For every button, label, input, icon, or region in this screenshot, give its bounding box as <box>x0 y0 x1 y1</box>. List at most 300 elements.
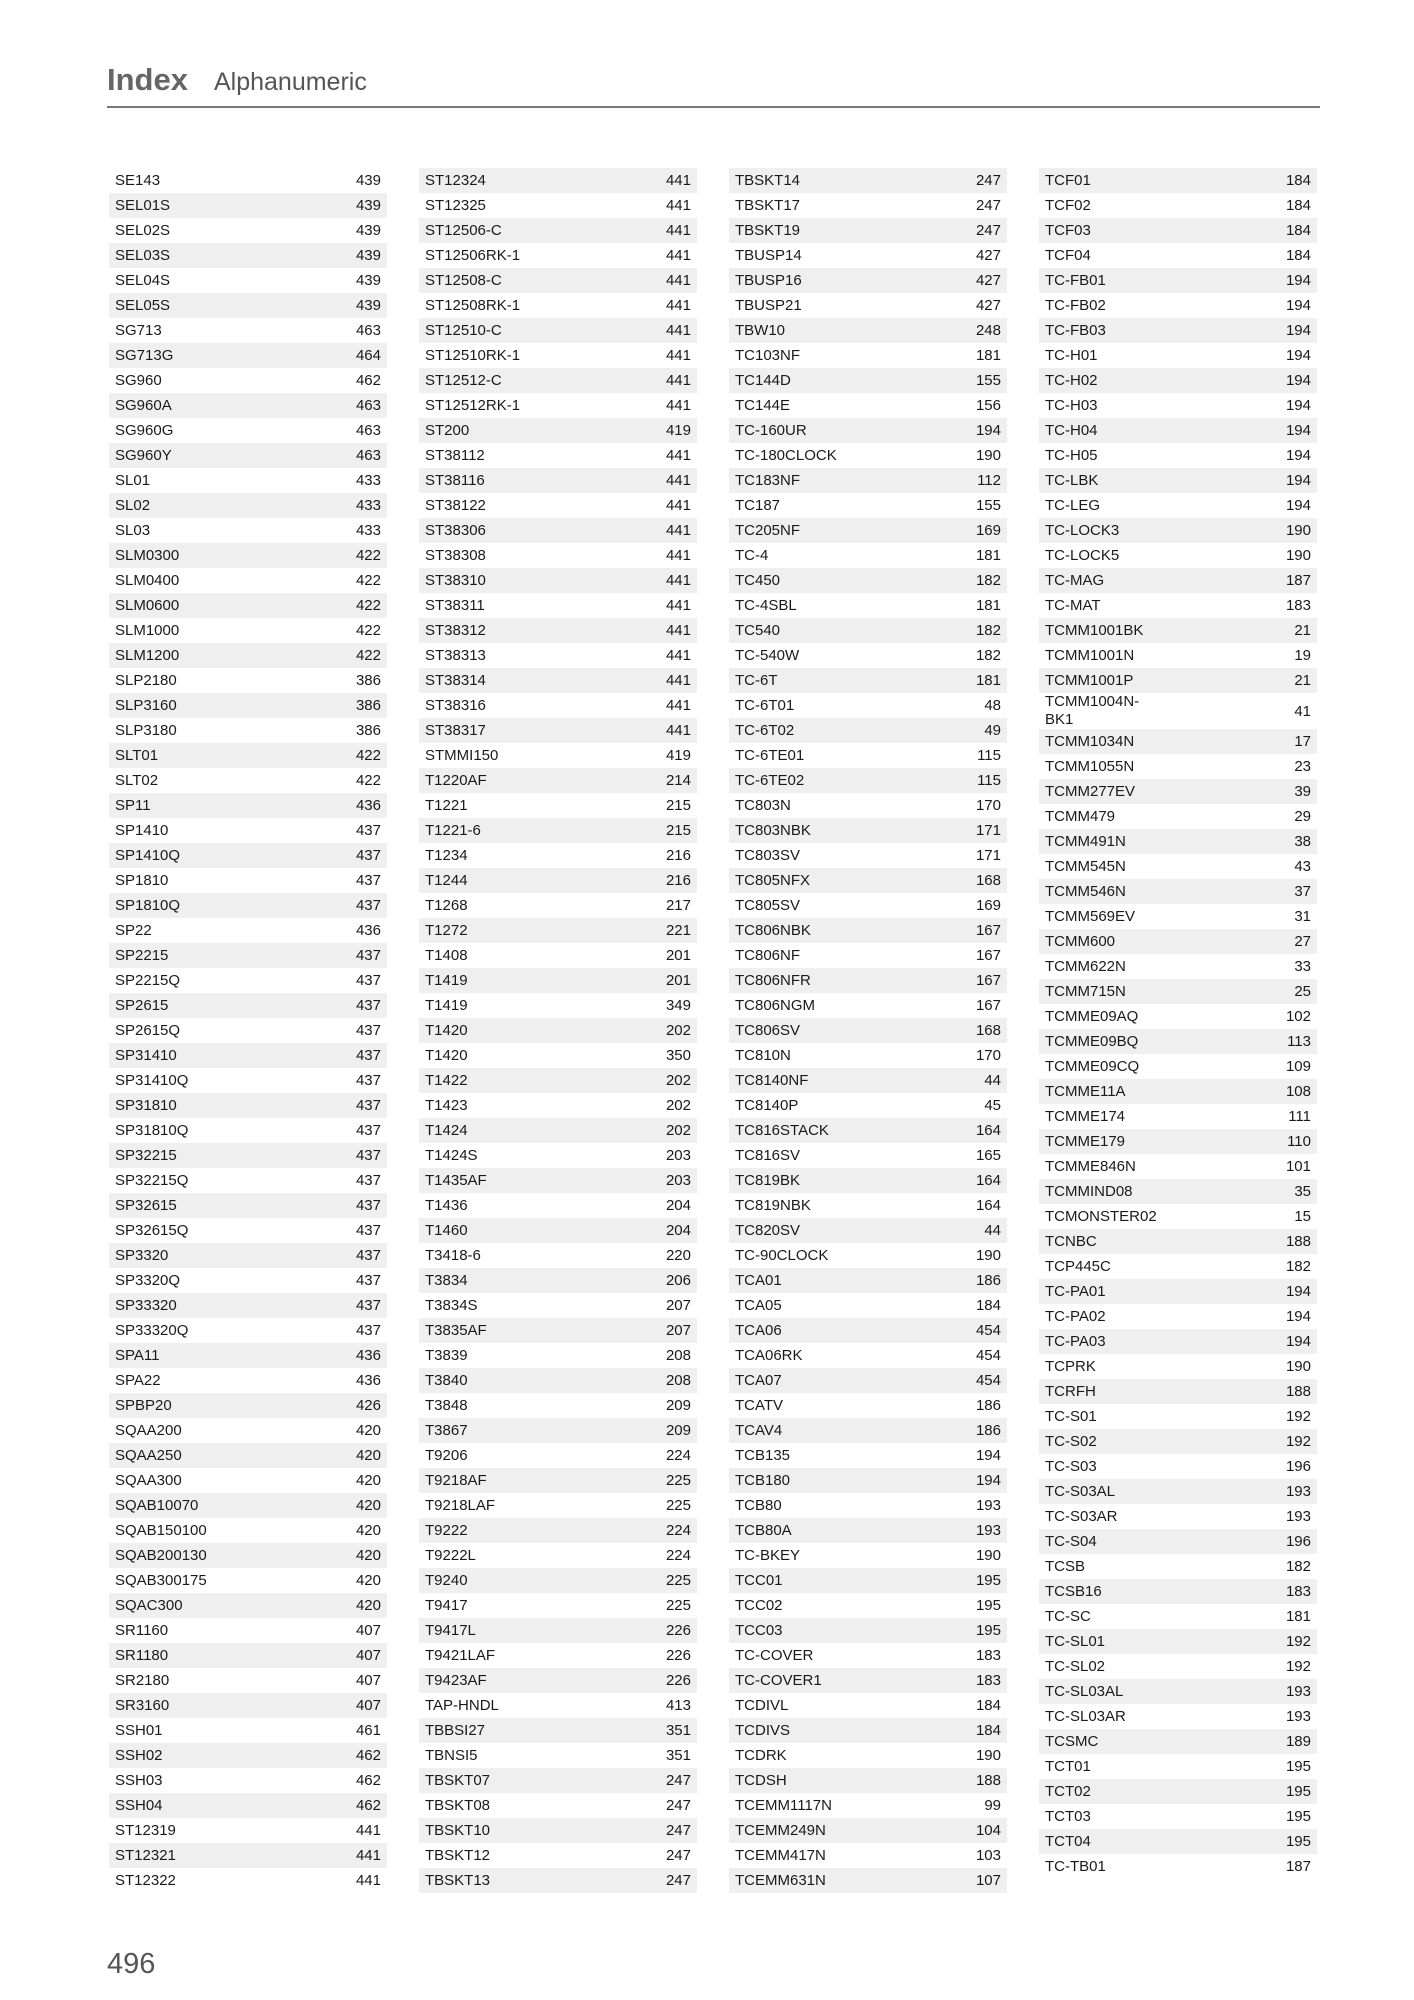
entry-code: ST12506RK-1 <box>425 246 521 264</box>
entry-code: T1244 <box>425 871 468 889</box>
entry-code: TC805NFX <box>735 871 811 889</box>
entry-code: ST38310 <box>425 571 486 589</box>
entry-code: TCA01 <box>735 1271 782 1289</box>
entry-code: TCA06RK <box>735 1346 803 1364</box>
entry-page: 194 <box>1285 297 1311 314</box>
index-entry <box>729 218 1007 243</box>
index-entry <box>729 668 1007 693</box>
entry-code: TC-4SBL <box>735 596 797 614</box>
index-entry <box>109 418 387 443</box>
entry-code: SPBP20 <box>115 1396 172 1414</box>
entry-page: 194 <box>1285 1308 1311 1325</box>
entry-code: TC806NBK <box>735 921 811 939</box>
entry-code: TCNBC <box>1045 1232 1097 1250</box>
entry-code: TC-6T02 <box>735 721 795 739</box>
index-entry <box>729 418 1007 443</box>
entry-page: 461 <box>355 1722 381 1739</box>
index-entry <box>419 1093 697 1118</box>
entry-code: TCC02 <box>735 1596 783 1614</box>
entry-page: 195 <box>1285 1833 1311 1850</box>
index-entry <box>419 1268 697 1293</box>
index-entry <box>109 1468 387 1493</box>
index-entry <box>1039 1279 1317 1304</box>
index-column-3 <box>729 168 1007 1893</box>
entry-code: SP2615 <box>115 996 169 1014</box>
index-entry <box>419 843 697 868</box>
index-entry <box>109 1543 387 1568</box>
entry-page: 29 <box>1294 808 1311 825</box>
entry-code: TC-LEG <box>1045 496 1101 514</box>
entry-code: TC-SC <box>1045 1607 1091 1625</box>
entry-code: T1419 <box>425 971 468 989</box>
index-entry <box>109 1718 387 1743</box>
entry-code: TCMM1055N <box>1045 757 1135 775</box>
entry-page: 195 <box>975 1622 1001 1639</box>
entry-page: 111 <box>1288 1108 1311 1125</box>
entry-page: 181 <box>975 547 1001 564</box>
entry-code: TCMM1034N <box>1045 732 1135 750</box>
index-entry <box>109 1293 387 1318</box>
entry-page: 463 <box>355 322 381 339</box>
entry-code: TCB80A <box>735 1521 792 1539</box>
entry-code: TC-SL03AR <box>1045 1707 1126 1725</box>
entry-page: 21 <box>1294 622 1311 639</box>
page-header <box>107 62 367 98</box>
entry-code: SLM1000 <box>115 621 180 639</box>
entry-page: 168 <box>975 1022 1001 1039</box>
index-entry <box>419 1568 697 1593</box>
entry-page: 441 <box>665 347 691 364</box>
index-entry <box>419 468 697 493</box>
entry-code: T1423 <box>425 1096 468 1114</box>
entry-code: TC-4 <box>735 546 769 564</box>
index-entry <box>1039 293 1317 318</box>
index-entry <box>109 1743 387 1768</box>
entry-code: TAP-HNDL <box>425 1696 499 1714</box>
index-entry <box>1039 1854 1317 1879</box>
index-entry <box>419 918 697 943</box>
index-entry <box>1039 318 1317 343</box>
entry-page: 419 <box>665 422 691 439</box>
index-entry <box>1039 1054 1317 1079</box>
entry-page: 422 <box>355 572 381 589</box>
index-entry <box>1039 929 1317 954</box>
entry-page: 437 <box>355 1122 381 1139</box>
entry-code: SP33320Q <box>115 1321 189 1339</box>
index-entry <box>419 1643 697 1668</box>
entry-code: ST38316 <box>425 696 486 714</box>
entry-code: SP31410Q <box>115 1071 189 1089</box>
entry-code: ST38116 <box>425 471 485 489</box>
entry-page: 247 <box>975 172 1001 189</box>
entry-code: TCT04 <box>1045 1832 1091 1850</box>
entry-code: ST38312 <box>425 621 486 639</box>
index-entry <box>109 1093 387 1118</box>
entry-page: 17 <box>1294 733 1311 750</box>
entry-page: 439 <box>355 247 381 264</box>
entry-page: 215 <box>665 797 691 814</box>
entry-page: 19 <box>1294 647 1311 664</box>
index-entry <box>729 443 1007 468</box>
entry-page: 437 <box>355 1172 381 1189</box>
index-entry <box>419 293 697 318</box>
entry-code: TCMME846N <box>1045 1157 1136 1175</box>
entry-code: T3834S <box>425 1296 478 1314</box>
entry-page: 441 <box>665 272 691 289</box>
entry-page: 224 <box>665 1447 691 1464</box>
entry-page: 437 <box>355 1272 381 1289</box>
entry-page: 113 <box>1287 1033 1311 1050</box>
index-entry <box>109 1068 387 1093</box>
entry-code: TC803SV <box>735 846 801 864</box>
entry-code: TC-540W <box>735 646 800 664</box>
entry-page: 407 <box>355 1697 381 1714</box>
entry-page: 351 <box>665 1722 691 1739</box>
entry-code: SP31810Q <box>115 1121 189 1139</box>
entry-page: 437 <box>355 1047 381 1064</box>
entry-page: 168 <box>975 872 1001 889</box>
index-entry <box>419 693 697 718</box>
entry-page: 193 <box>1285 1683 1311 1700</box>
entry-code: TC-180CLOCK <box>735 446 837 464</box>
index-entry <box>419 218 697 243</box>
entry-code: TC-S02 <box>1045 1432 1097 1450</box>
entry-code: SP33320 <box>115 1296 177 1314</box>
entry-code: SP32615 <box>115 1196 177 1214</box>
entry-code: TC144E <box>735 396 791 414</box>
entry-page: 194 <box>1285 1283 1311 1300</box>
index-entry <box>109 393 387 418</box>
entry-code: SR2180 <box>115 1671 170 1689</box>
index-entry <box>729 1493 1007 1518</box>
entry-code: TC-PA01 <box>1045 1282 1106 1300</box>
index-entry <box>109 793 387 818</box>
index-entry <box>109 1843 387 1868</box>
entry-code: TC819BK <box>735 1171 801 1189</box>
entry-page: 190 <box>1285 522 1311 539</box>
index-entry <box>419 1168 697 1193</box>
entry-code: TBW10 <box>735 321 786 339</box>
entry-code: SG713 <box>115 321 162 339</box>
index-entry <box>109 843 387 868</box>
entry-code: SR1180 <box>115 1646 169 1664</box>
entry-page: 441 <box>665 722 691 739</box>
index-entry <box>109 893 387 918</box>
index-entry <box>1039 1679 1317 1704</box>
entry-code: SP32615Q <box>115 1221 189 1239</box>
entry-page: 226 <box>665 1622 691 1639</box>
entry-page: 190 <box>975 1247 1001 1264</box>
index-entry <box>729 518 1007 543</box>
index-entry <box>419 393 697 418</box>
index-entry <box>109 868 387 893</box>
index-entry <box>109 1218 387 1243</box>
index-entry <box>729 993 1007 1018</box>
entry-page: 192 <box>1285 1433 1311 1450</box>
index-entry <box>109 1193 387 1218</box>
index-entry <box>109 943 387 968</box>
index-entry <box>109 1418 387 1443</box>
index-entry <box>729 693 1007 718</box>
entry-code: TC-6TE01 <box>735 746 805 764</box>
index-entry <box>1039 1329 1317 1354</box>
entry-page: 194 <box>975 1447 1001 1464</box>
entry-code: TCMM545N <box>1045 857 1126 875</box>
entry-code: SSH01 <box>115 1721 163 1739</box>
index-entry <box>729 1793 1007 1818</box>
entry-code: TCMM1004N-BK1 <box>1045 693 1140 728</box>
entry-page: 115 <box>977 772 1001 789</box>
entry-page: 190 <box>975 1747 1001 1764</box>
entry-code: TCRFH <box>1045 1382 1096 1400</box>
entry-page: 420 <box>355 1572 381 1589</box>
entry-code: SP1810Q <box>115 896 181 914</box>
entry-page: 209 <box>665 1397 691 1414</box>
entry-page: 155 <box>975 497 1001 514</box>
index-entry <box>109 668 387 693</box>
entry-page: 108 <box>1285 1083 1311 1100</box>
entry-code: SP22 <box>115 921 152 939</box>
entry-code: SQAA300 <box>115 1471 182 1489</box>
entry-code: ST12324 <box>425 171 486 189</box>
entry-code: ST200 <box>425 421 470 439</box>
entry-code: TCB80 <box>735 1496 782 1514</box>
index-entry <box>419 943 697 968</box>
index-entry <box>1039 1654 1317 1679</box>
entry-code: TC-PA03 <box>1045 1332 1106 1350</box>
entry-page: 386 <box>355 722 381 739</box>
entry-page: 437 <box>355 1247 381 1264</box>
index-entry <box>1039 493 1317 518</box>
index-entry <box>729 318 1007 343</box>
entry-code: TC-6T01 <box>735 696 795 714</box>
entry-code: SP3320 <box>115 1246 169 1264</box>
index-entry <box>729 293 1007 318</box>
index-entry <box>1039 1404 1317 1429</box>
index-entry <box>109 218 387 243</box>
entry-code: SEL03S <box>115 246 171 264</box>
page-subtitle: Alphanumeric <box>213 68 367 96</box>
entry-code: ST12512-C <box>425 371 502 389</box>
index-entry <box>729 193 1007 218</box>
index-entry <box>729 1018 1007 1043</box>
entry-page: 441 <box>665 572 691 589</box>
entry-page: 439 <box>355 272 381 289</box>
index-entry <box>1039 1154 1317 1179</box>
entry-page: 247 <box>665 1772 691 1789</box>
index-entry <box>729 1293 1007 1318</box>
entry-code: TC-H01 <box>1045 346 1098 364</box>
entry-page: 181 <box>975 597 1001 614</box>
index-entry <box>1039 1829 1317 1854</box>
entry-code: T1408 <box>425 946 468 964</box>
entry-page: 439 <box>355 297 381 314</box>
entry-code: TC-LBK <box>1045 471 1099 489</box>
entry-code: SP2215Q <box>115 971 181 989</box>
entry-page: 102 <box>1285 1008 1311 1025</box>
index-entry <box>1039 1529 1317 1554</box>
index-entry <box>729 793 1007 818</box>
entry-page: 441 <box>355 1872 381 1889</box>
entry-code: T1424 <box>425 1121 468 1139</box>
entry-page: 441 <box>665 547 691 564</box>
entry-code: TC816STACK <box>735 1121 829 1139</box>
entry-code: TC-H04 <box>1045 421 1098 439</box>
entry-code: TC-SL01 <box>1045 1632 1106 1650</box>
index-entry <box>1039 1629 1317 1654</box>
entry-code: SLP2180 <box>115 671 177 689</box>
entry-code: ST12322 <box>115 1871 176 1889</box>
entry-code: TCF01 <box>1045 171 1091 189</box>
entry-page: 192 <box>1285 1658 1311 1675</box>
entry-code: TCMM569EV <box>1045 907 1136 925</box>
entry-code: T9417L <box>425 1621 476 1639</box>
entry-code: TC8140P <box>735 1096 799 1114</box>
entry-page: 195 <box>1285 1758 1311 1775</box>
entry-page: 49 <box>984 722 1001 739</box>
index-entry <box>109 1368 387 1393</box>
index-entry <box>729 1243 1007 1268</box>
entry-page: 226 <box>665 1672 691 1689</box>
entry-code: TBSKT08 <box>425 1796 491 1814</box>
entry-page: 462 <box>355 1747 381 1764</box>
entry-code: SP2615Q <box>115 1021 181 1039</box>
entry-code: SLM0300 <box>115 546 180 564</box>
entry-page: 188 <box>975 1772 1001 1789</box>
entry-page: 195 <box>975 1597 1001 1614</box>
index-entry <box>729 893 1007 918</box>
index-entry <box>1039 904 1317 929</box>
index-entry <box>109 1793 387 1818</box>
entry-code: TCMM1001N <box>1045 646 1135 664</box>
entry-page: 201 <box>665 972 691 989</box>
entry-page: 182 <box>975 572 1001 589</box>
index-entry <box>1039 954 1317 979</box>
index-entry <box>419 1718 697 1743</box>
entry-page: 247 <box>975 197 1001 214</box>
index-entry <box>419 418 697 443</box>
index-entry <box>419 318 697 343</box>
index-entry <box>419 1018 697 1043</box>
entry-page: 45 <box>984 1097 1001 1114</box>
entry-page: 437 <box>355 897 381 914</box>
index-entry <box>109 343 387 368</box>
entry-code: T1420 <box>425 1021 468 1039</box>
entry-code: TC-S03 <box>1045 1457 1097 1475</box>
entry-code: TCMM277EV <box>1045 782 1136 800</box>
index-entry <box>1039 218 1317 243</box>
index-entry <box>419 1693 697 1718</box>
entry-page: 188 <box>1285 1233 1311 1250</box>
entry-page: 420 <box>355 1447 381 1464</box>
entry-code: TC803NBK <box>735 821 811 839</box>
entry-code: SG960Y <box>115 446 172 464</box>
index-entry <box>729 643 1007 668</box>
index-entry <box>109 1768 387 1793</box>
index-entry <box>1039 693 1317 729</box>
index-entry <box>1039 1579 1317 1604</box>
entry-page: 224 <box>665 1547 691 1564</box>
entry-code: TC810N <box>735 1046 791 1064</box>
index-entry <box>729 593 1007 618</box>
entry-code: T3418-6 <box>425 1246 481 1264</box>
entry-code: TCMM479 <box>1045 807 1116 825</box>
index-entry <box>109 193 387 218</box>
index-entry <box>1039 193 1317 218</box>
entry-code: TC-S03AR <box>1045 1507 1118 1525</box>
entry-code: TC-TB01 <box>1045 1857 1106 1875</box>
index-entry <box>419 1618 697 1643</box>
index-entry <box>419 1518 697 1543</box>
header-divider <box>107 106 1320 108</box>
entry-code: SPA11 <box>115 1346 160 1364</box>
index-columns <box>109 168 1317 1893</box>
index-entry <box>109 1668 387 1693</box>
index-entry <box>419 1368 697 1393</box>
entry-code: T3839 <box>425 1346 468 1364</box>
entry-page: 194 <box>1285 497 1311 514</box>
entry-code: SSH02 <box>115 1746 163 1764</box>
entry-code: SG713G <box>115 346 174 364</box>
index-entry <box>419 1143 697 1168</box>
entry-page: 436 <box>355 1347 381 1364</box>
entry-code: TCEMM1117N <box>735 1796 832 1814</box>
index-entry <box>1039 368 1317 393</box>
entry-page: 104 <box>975 1822 1001 1839</box>
entry-page: 15 <box>1294 1208 1311 1225</box>
entry-code: TCB135 <box>735 1446 791 1464</box>
index-entry <box>729 1843 1007 1868</box>
entry-page: 196 <box>1285 1533 1311 1550</box>
entry-page: 109 <box>1285 1058 1311 1075</box>
entry-code: TCMME09BQ <box>1045 1032 1139 1050</box>
entry-code: STMMI150 <box>425 746 499 764</box>
index-entry <box>109 368 387 393</box>
entry-page: 427 <box>975 247 1001 264</box>
entry-page: 25 <box>1294 983 1311 1000</box>
entry-page: 184 <box>975 1722 1001 1739</box>
entry-code: TC-FB01 <box>1045 271 1106 289</box>
entry-code: TBUSP14 <box>735 246 802 264</box>
entry-page: 247 <box>665 1872 691 1889</box>
index-entry <box>109 1343 387 1368</box>
index-entry <box>1039 418 1317 443</box>
index-entry <box>1039 754 1317 779</box>
entry-page: 437 <box>355 947 381 964</box>
index-entry <box>729 1443 1007 1468</box>
index-column-2 <box>419 168 697 1893</box>
index-entry <box>729 1193 1007 1218</box>
index-entry <box>1039 1229 1317 1254</box>
entry-code: TCPRK <box>1045 1357 1096 1375</box>
index-entry <box>729 1368 1007 1393</box>
index-entry <box>419 1768 697 1793</box>
entry-page: 21 <box>1294 672 1311 689</box>
entry-code: TC806NFR <box>735 971 811 989</box>
index-entry <box>1039 1304 1317 1329</box>
entry-page: 463 <box>355 422 381 439</box>
index-entry <box>729 1043 1007 1068</box>
entry-page: 167 <box>975 972 1001 989</box>
entry-code: SP1410 <box>115 821 169 839</box>
entry-page: 422 <box>355 647 381 664</box>
index-entry <box>1039 1754 1317 1779</box>
entry-page: 202 <box>665 1072 691 1089</box>
entry-page: 194 <box>1285 372 1311 389</box>
page-number: 496 <box>107 1948 156 1980</box>
index-entry <box>729 1693 1007 1718</box>
entry-page: 221 <box>665 922 691 939</box>
